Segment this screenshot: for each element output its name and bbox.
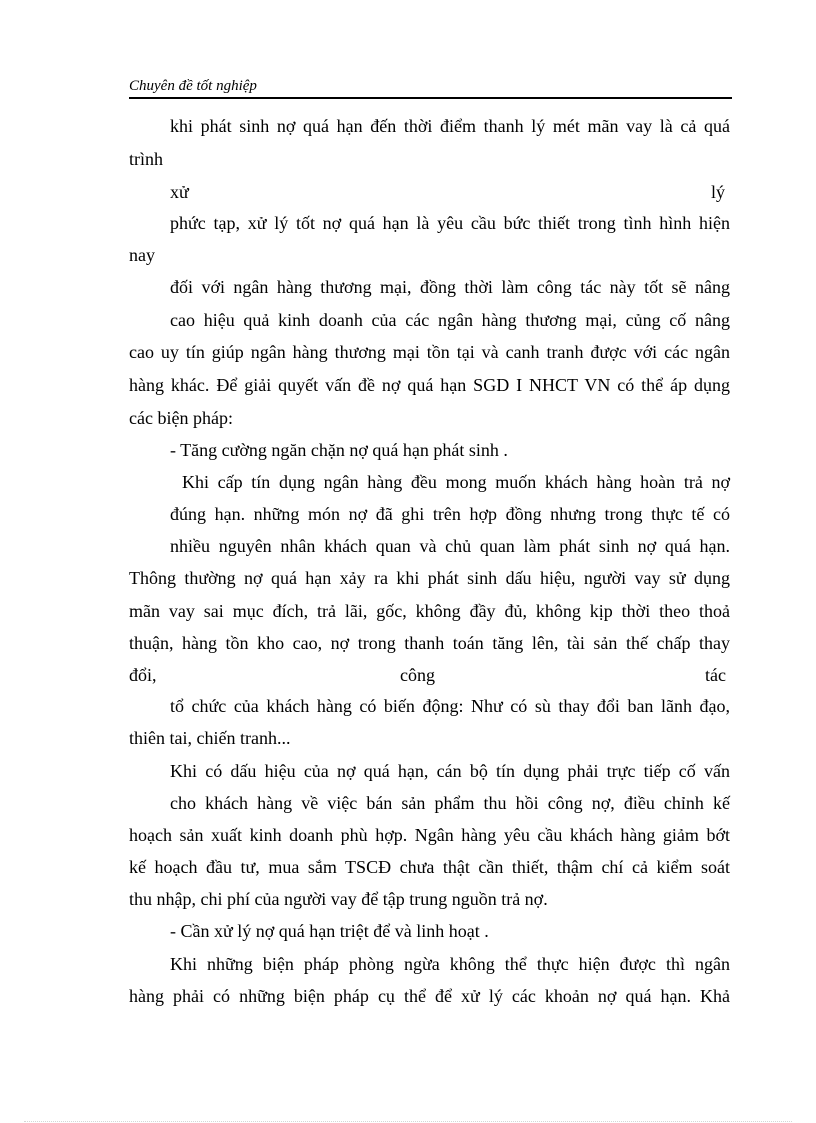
text-line: các biện pháp: [129, 408, 233, 428]
text-line: đối với ngân hàng thương mại, đồng thời làm công tác này tốt sẽ nâng [170, 277, 730, 297]
text-line: đúng hạn. những món nợ đã ghi trên hợp đồng nhưng trong thực tế có [170, 504, 730, 524]
text-line: nhiều nguyên nhân khách quan và chủ quan làm phát sinh nợ quá hạn. [170, 536, 730, 556]
text-line: thuận, hàng tồn kho cao, nợ trong thanh toán tăng lên, tài sản thế chấp thay [129, 633, 730, 653]
text-line: mãn vay sai mục đích, trả lãi, gốc, không đầy đủ, không kịp thời theo thoả [129, 601, 730, 621]
text-line: Khi có dấu hiệu của nợ quá hạn, cán bộ tín dụng phải trực tiếp cố vấn [170, 761, 730, 781]
text-line: tác [705, 665, 726, 685]
text-line: Khi cấp tín dụng ngân hàng đều mong muốn khách hàng hoàn trả nợ [182, 472, 730, 492]
text-line: tổ chức của khách hàng có biến động: Như có sù thay đổi ban lãnh đạo, [170, 696, 730, 716]
text-line: cao hiệu quả kinh doanh của các ngân hàng thương mại, củng cố nâng [170, 310, 730, 330]
text-line: Khi những biện pháp phòng ngừa không thể thực hiện được thì ngân [170, 954, 730, 974]
text-line: - Tăng cường ngăn chặn nợ quá hạn phát sinh . [170, 440, 508, 460]
text-line: lý [711, 182, 726, 202]
text-line: thu nhập, chi phí của người vay để tập trung nguồn trả nợ. [129, 889, 548, 909]
page-bottom-rule [24, 1121, 792, 1122]
text-line: xử [170, 182, 189, 202]
text-line: hàng khác. Để giải quyết vấn đề nợ quá hạn SGD I NHCT VN có thể áp dụng [129, 375, 730, 395]
text-line: cho khách hàng về việc bán sản phẩm thu hồi công nợ, điều chỉnh kế [170, 793, 730, 813]
page-header: Chuyên đề tốt nghiệp [129, 76, 732, 99]
text-line: đổi, [129, 665, 157, 685]
text-line: Thông thường nợ quá hạn xảy ra khi phát sinh dấu hiệu, người vay sử dụng [129, 568, 730, 588]
text-line: thiên tai, chiến tranh... [129, 728, 291, 748]
text-line: trình [129, 149, 163, 169]
text-line: - Cần xử lý nợ quá hạn triệt để và linh hoạt . [170, 921, 489, 941]
text-line: hoạch sản xuất kinh doanh phù hợp. Ngân hàng yêu cầu khách hàng giảm bớt [129, 825, 730, 845]
text-line: cao uy tín giúp ngân hàng thương mại tồn tại và canh tranh được với các ngân [129, 342, 730, 362]
text-line: công [400, 665, 435, 685]
text-line: hàng phải có những biện pháp cụ thể để xử lý các khoản nợ quá hạn. Khả [129, 986, 730, 1006]
text-line: phức tạp, xử lý tốt nợ quá hạn là yêu cầu bức thiết trong tình hình hiện [170, 213, 730, 233]
text-line: kế hoạch đầu tư, mua sắm TSCĐ chưa thật cần thiết, thậm chí cả kiểm soát [129, 857, 730, 877]
text-line: nay [129, 245, 155, 265]
text-line: khi phát sinh nợ quá hạn đến thời điểm thanh lý mét mãn vay là cả quá [170, 116, 730, 136]
